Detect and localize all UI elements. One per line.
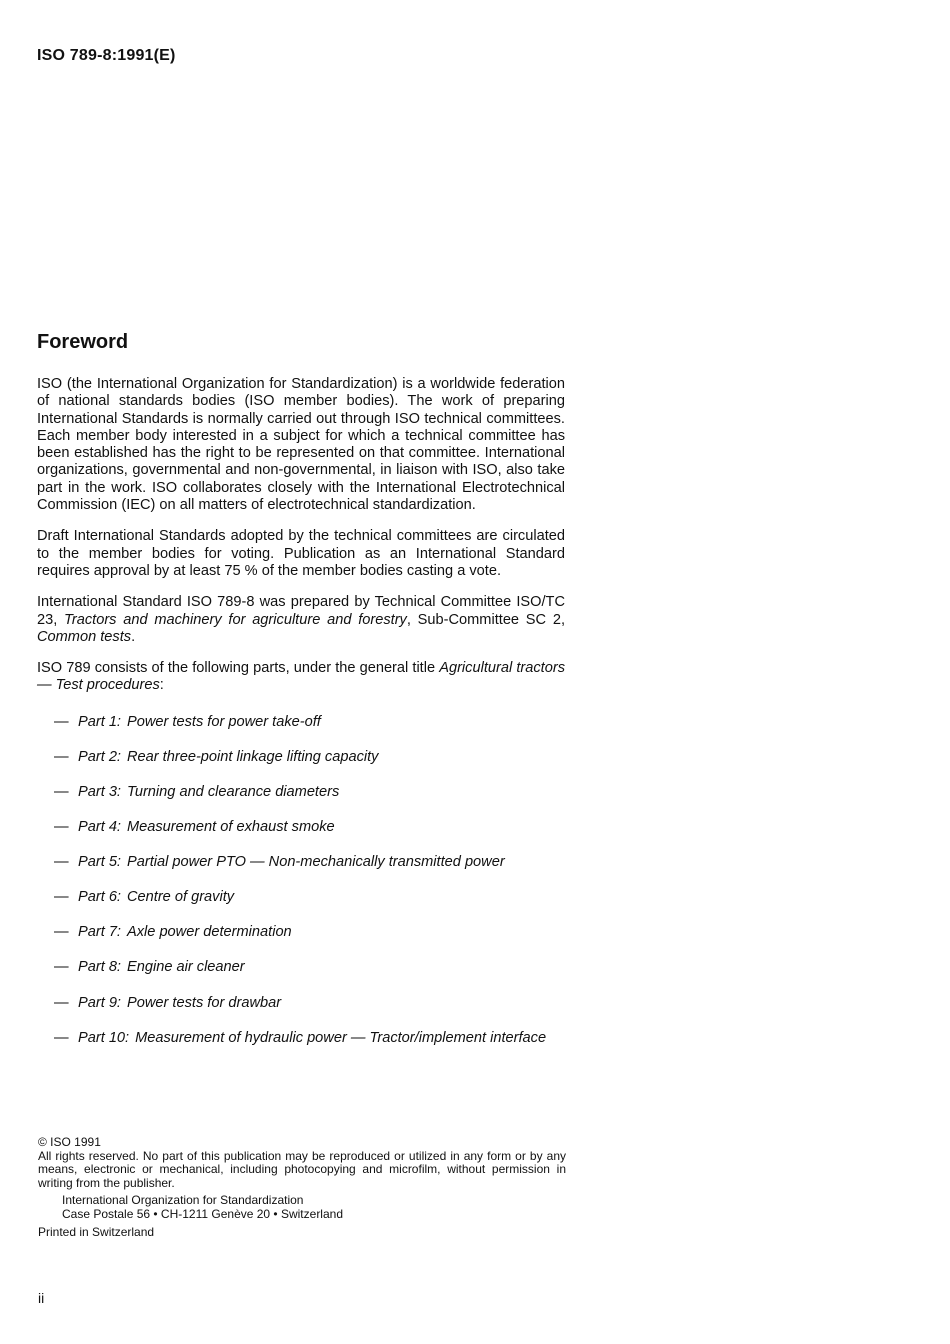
section-title: Foreword [37, 331, 129, 353]
part-label: Part 4: [78, 819, 121, 836]
paragraph-iso-intro: ISO (the International Organization for Standardization) is a worldwide federation of national standards bodies (ISO member bodies). The work of preparing International Standards is normally carried out through ISO technical committees. Each member body interested in a subject for which a technical committee has been established has the right to be represented on that committee. International organizations, governmental and non-governmental, in liaison with ISO, also take part in the work. ISO collaborates closely with the International Electrotechnical Commission (IEC) on all matters of electrotechnical standardization. [37, 376, 565, 514]
part-title: Rear three-point linkage lifting capacity [127, 748, 379, 765]
list-item-part-1 [37, 714, 565, 731]
list-item-part-2 [37, 749, 565, 766]
list-item-part-3 [37, 784, 565, 801]
part-label: Part 8: [78, 959, 121, 976]
page-number: ii [38, 1290, 45, 1306]
part-title: Measurement of exhaust smoke [127, 819, 335, 836]
parts-list [37, 714, 565, 1047]
part-title: Engine air cleaner [127, 959, 245, 976]
part-title: Measurement of hydraulic power — Tractor/implement interface [135, 1029, 547, 1046]
part-title: Power tests for power take-off [127, 713, 321, 730]
dash-bullet: — [54, 1029, 69, 1046]
part-label: Part 1: [78, 713, 121, 730]
part-title: Centre of gravity [127, 889, 235, 906]
foreword-body [37, 376, 565, 1065]
list-item-part-7 [37, 924, 565, 941]
dash-bullet: — [54, 713, 69, 730]
dash-bullet: — [54, 924, 69, 941]
part-title: Partial power PTO — Non-mechanically transmitted power [127, 854, 505, 871]
part-label: Part 2: [78, 748, 121, 765]
publisher-address [38, 1194, 566, 1221]
document-id-header: ISO 789-8:1991(E) [37, 47, 176, 64]
list-item-part-10 [37, 1030, 565, 1047]
dash-bullet: — [54, 819, 69, 836]
copyright-block [38, 1136, 566, 1239]
text: , Sub-Committee SC 2, [406, 611, 566, 628]
dash-bullet: — [54, 959, 69, 976]
printed-location: Printed in Switzerland [38, 1224, 155, 1239]
committee-title: Tractors and machinery for agriculture and forestry [64, 611, 407, 628]
subcommittee-title: Common tests [37, 628, 132, 645]
part-title: Turning and clearance diameters [127, 783, 340, 800]
list-item-part-5 [37, 854, 565, 871]
paragraph-parts-intro [37, 660, 565, 695]
part-label: Part 10: [78, 1029, 130, 1046]
dash-bullet: — [54, 783, 69, 800]
general-title: Agricultural tractors — Test procedures [37, 660, 565, 694]
part-label: Part 3: [78, 783, 121, 800]
list-item-part-4 [37, 819, 565, 836]
text: International Standard ISO 789-8 was prepared by Technical Committee ISO/TC 23, [37, 594, 565, 628]
copyright-notice: © ISO 1991 [38, 1135, 101, 1149]
paragraph-draft-standards: Draft International Standards adopted by the technical committees are circulated to the member bodies for voting. Publication as an International Standard requires approval by at least 75 % of the member bodies casting a vote. [37, 528, 565, 579]
part-title: Power tests for drawbar [127, 994, 282, 1011]
paragraph-prepared-by [37, 594, 565, 646]
text: . [131, 628, 136, 645]
rights-statement: All rights reserved. No part of this publication may be reproduced or utilized in any form or by any means, electronic or mechanical, including photocopying and microfilm, without permission in writing from the publisher. [38, 1148, 566, 1190]
part-title: Axle power determination [127, 924, 292, 941]
text: : [159, 677, 164, 694]
dash-bullet: — [54, 854, 69, 871]
part-label: Part 9: [78, 994, 121, 1011]
postal-address: Case Postale 56 • CH-1211 Genève 20 • Switzerland [62, 1206, 343, 1221]
text: ISO 789 consists of the following parts, under the general title [37, 660, 440, 677]
publisher-name: International Organization for Standardization [62, 1193, 304, 1208]
list-item-part-6 [37, 889, 565, 906]
list-item-part-8 [37, 959, 565, 976]
part-label: Part 7: [78, 924, 121, 941]
dash-bullet: — [54, 748, 69, 765]
list-item-part-9 [37, 995, 565, 1012]
dash-bullet: — [54, 994, 69, 1011]
dash-bullet: — [54, 889, 69, 906]
part-label: Part 6: [78, 889, 121, 906]
part-label: Part 5: [78, 854, 121, 871]
